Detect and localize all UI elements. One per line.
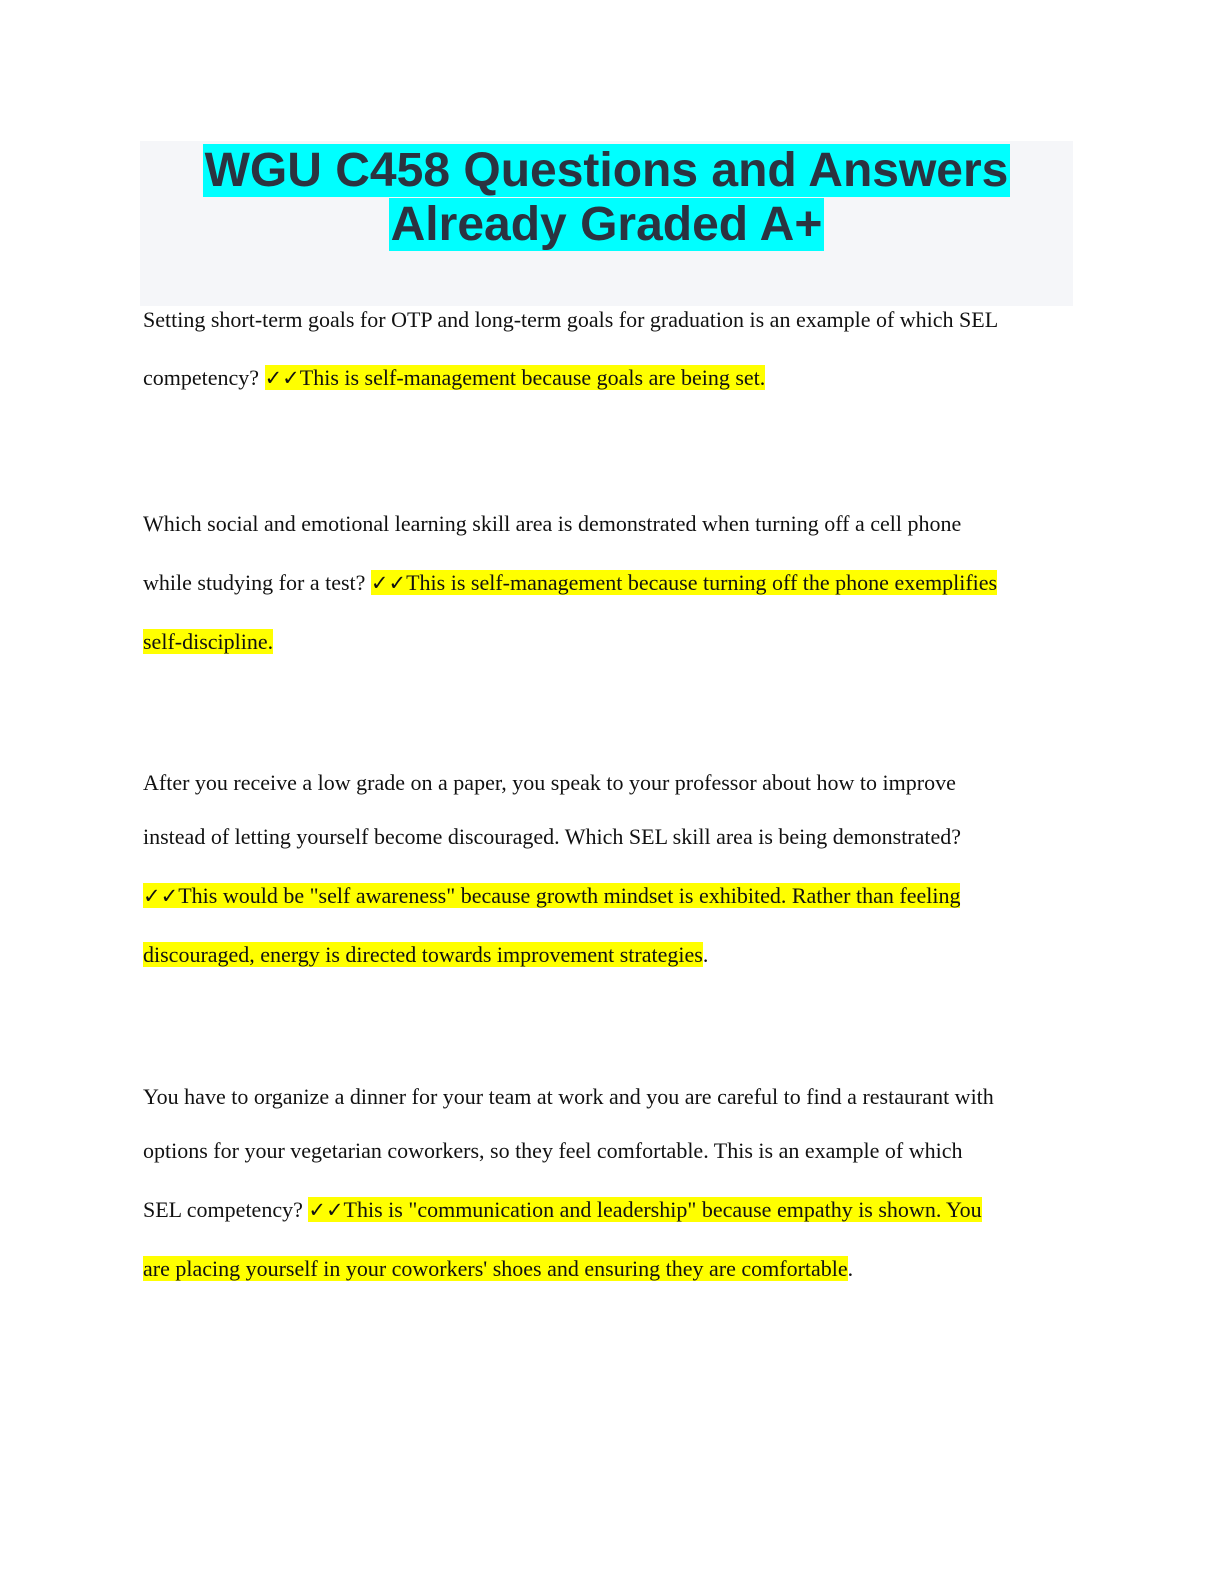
question-line (143, 305, 998, 335)
answer-line (143, 881, 960, 911)
title-text-2: Already Graded A+ (390, 198, 823, 251)
question-text: instead of letting yourself become discouraged. Which SEL skill area is being demonstrated? (143, 824, 962, 849)
question-answer-line (143, 568, 997, 598)
question-line (143, 1136, 962, 1166)
question-text: Which social and emotional learning skill area is demonstrated when turning off a cell phone (143, 511, 962, 536)
question-text: You have to organize a dinner for your team at work and you are careful to find a restaurant with (143, 1084, 994, 1109)
question-line (143, 509, 961, 539)
question-text: Setting short-term goals for OTP and long-term goals for graduation is an example of which SEL (143, 307, 999, 332)
question-line (143, 1082, 994, 1112)
title-text-1: WGU C458 Questions and Answers (204, 144, 1009, 197)
answer-highlight (143, 883, 960, 908)
trailing-period: . (702, 942, 709, 967)
answer-line (143, 1254, 853, 1284)
answer-highlight (265, 365, 766, 390)
answer-line (143, 627, 273, 657)
question-line (143, 768, 956, 798)
question-text: SEL competency? (143, 1197, 309, 1222)
question-line (143, 822, 961, 852)
question-answer-line (143, 1195, 982, 1225)
answer-highlight (308, 1197, 981, 1222)
trailing-period: . (847, 1256, 854, 1281)
answer-text: This is self-management because goals are being set. (299, 365, 766, 390)
double-check-icon: ✓✓ (143, 884, 179, 908)
double-check-icon: ✓✓ (308, 1198, 344, 1222)
document-title-line-1 (140, 143, 1073, 198)
question-text: competency? (143, 365, 265, 390)
question-answer-line (143, 363, 765, 393)
answer-text: This would be "self awareness" because growth mindset is exhibited. Rather than feeling (178, 883, 961, 908)
answer-text: discouraged, energy is directed towards improvement strategies (143, 942, 703, 967)
answer-line (143, 940, 708, 970)
answer-highlight (371, 570, 997, 595)
answer-text: are placing yourself in your coworkers' shoes and ensuring they are comfortable (143, 1256, 848, 1281)
document-title-line-2 (140, 197, 1073, 252)
answer-text: This is "communication and leadership" because empathy is shown. You (343, 1197, 982, 1222)
double-check-icon: ✓✓ (370, 571, 407, 595)
title-block (140, 141, 1073, 306)
double-check-icon: ✓✓ (264, 366, 300, 390)
question-text: After you receive a low grade on a paper, you speak to your professor about how to improve (143, 770, 956, 795)
answer-text: This is self-management because turning off the phone exemplifies (406, 570, 998, 595)
answer-text: self-discipline. (143, 629, 274, 654)
question-text: options for your vegetarian coworkers, so they feel comfortable. This is an example of which (143, 1138, 963, 1163)
question-text: while studying for a test? (143, 570, 371, 595)
